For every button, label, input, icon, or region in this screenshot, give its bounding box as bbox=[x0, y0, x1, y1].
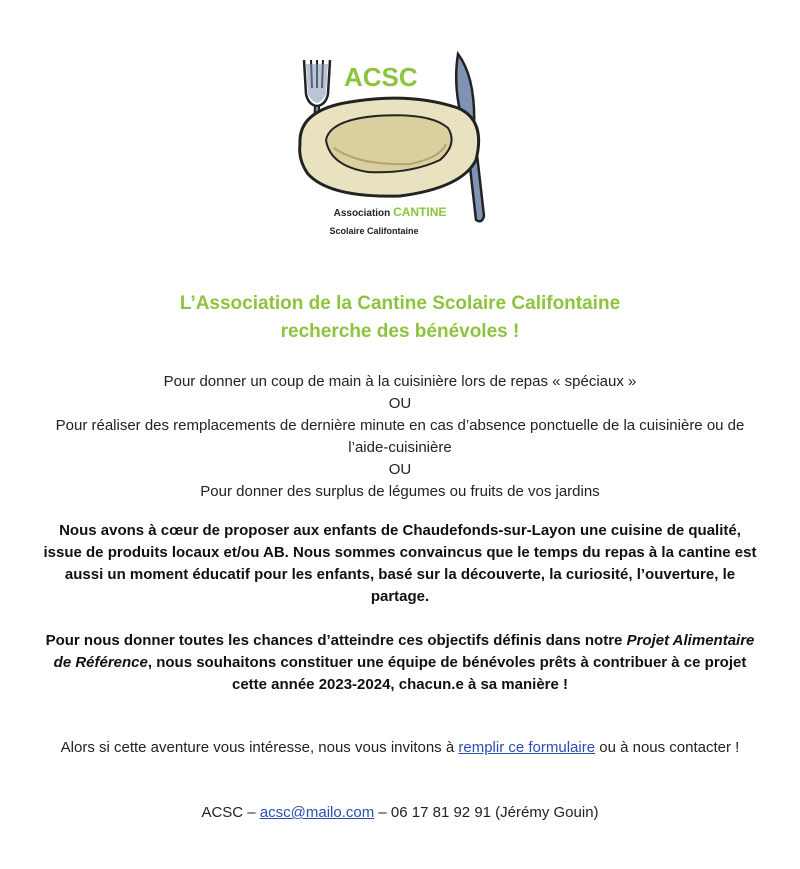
logo-line1-prefix: Association bbox=[333, 208, 394, 219]
logo-line1-highlight: CANTINE bbox=[393, 205, 447, 219]
intro-line2: Pour réaliser des remplacements de dernière minute en cas d’absence ponctuelle de la cuisinière ou de l’aide-cuisinière bbox=[55, 417, 745, 456]
intro-line1: Pour donner un coup de main à la cuisinière lors de repas « spéciaux » bbox=[163, 373, 637, 390]
intro-block bbox=[40, 371, 760, 503]
goals-paragraph bbox=[40, 630, 760, 696]
headline bbox=[0, 290, 800, 346]
contact-line bbox=[40, 802, 760, 824]
intro-or1: OU bbox=[388, 395, 412, 412]
headline-line1: L’Association de la Cantine Scolaire Califontaine bbox=[179, 293, 621, 314]
logo-acronym: ACSC bbox=[344, 62, 418, 92]
mission-paragraph: Nous avons à cœur de proposer aux enfants de Chaudefonds-sur-Layon une cuisine de qualité, issue de produits locaux et/ou AB. Nous sommes convaincus que le temps du repas à la cantine est aussi un moment éducatif pour les enfants, basé sur la découverte, la curiosité, l’ouverture, le partage. bbox=[43, 522, 757, 605]
intro-or2: OU bbox=[388, 461, 412, 478]
intro-line3: Pour donner des surplus de légumes ou fruits de vos jardins bbox=[200, 483, 600, 500]
email-link[interactable]: acsc@mailo.com bbox=[259, 804, 375, 821]
goals-suffix: , nous souhaitons constituer une équipe de bénévoles prêts à contribuer à ce projet cette année 2023-2024, chacun.e à sa manière ! bbox=[147, 654, 747, 693]
invite-paragraph bbox=[40, 737, 760, 759]
logo-line1 bbox=[334, 205, 447, 219]
contact-prefix: ACSC – bbox=[201, 804, 260, 821]
form-link[interactable]: remplir ce formulaire bbox=[458, 739, 596, 756]
logo-line2: Scolaire Califontaine bbox=[329, 226, 419, 236]
goals-prefix: Pour nous donner toutes les chances d’atteindre ces objectifs définis dans notre bbox=[45, 632, 627, 649]
headline-line2: recherche des bénévoles ! bbox=[280, 321, 520, 342]
invite-prefix: Alors si cette aventure vous intéresse, nous vous invitons à bbox=[60, 739, 459, 756]
plate-icon bbox=[300, 98, 479, 196]
goals-project-title: Projet Alimentaire de Référence bbox=[53, 632, 755, 671]
acsc-logo bbox=[290, 48, 490, 248]
invite-suffix: ou à nous contacter ! bbox=[595, 739, 740, 756]
plate-cutlery-icon bbox=[290, 48, 490, 248]
contact-suffix: – 06 17 81 92 91 (Jérémy Gouin) bbox=[374, 804, 599, 821]
